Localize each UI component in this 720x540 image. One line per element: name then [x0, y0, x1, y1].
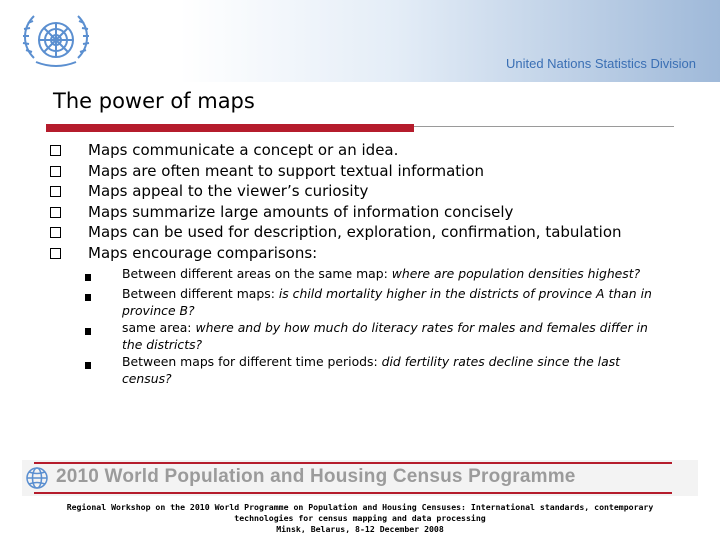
programme-title: 2010 World Population and Housing Census Programme [56, 466, 576, 487]
list-item: Maps encourage comparisons: [50, 244, 690, 265]
checkbox-bullet-icon [50, 244, 88, 265]
sub-list-item: Between maps for different time periods: did fertility rates decline since the last census? [85, 354, 675, 387]
list-item: Maps summarize large amounts of information concisely [50, 203, 690, 224]
footer-bottom-line [34, 492, 672, 494]
sub-list-item: Between different areas on the same map: where are population densities highest? [85, 266, 675, 285]
checkbox-bullet-icon [50, 203, 88, 224]
checkbox-bullet-icon [50, 162, 88, 183]
checkbox-bullet-icon [50, 141, 88, 162]
square-bullet-icon [85, 286, 122, 305]
list-item: Maps appeal to the viewer’s curiosity [50, 182, 690, 203]
list-item: Maps communicate a concept or an idea. [50, 141, 690, 162]
square-bullet-icon [85, 266, 122, 285]
footer-top-line [34, 462, 672, 464]
un-emblem-icon [14, 8, 98, 76]
checkbox-bullet-icon [50, 182, 88, 203]
square-bullet-icon [85, 354, 122, 373]
bullet-list [50, 141, 690, 265]
slide-header [0, 0, 720, 82]
slide-title: The power of maps [53, 89, 255, 113]
list-item: Maps can be used for description, exploration, confirmation, tabulation [50, 223, 690, 244]
list-item: Maps are often meant to support textual information [50, 162, 690, 183]
sub-list-item: same area: where and by how much do literacy rates for males and females differ in the districts? [85, 320, 675, 353]
census-globe-icon [24, 465, 50, 491]
sub-list-item: Between different maps: is child mortality higher in the districts of province A than in province B? [85, 286, 675, 319]
checkbox-bullet-icon [50, 223, 88, 244]
division-name: United Nations Statistics Division [505, 56, 696, 71]
sub-bullet-list [85, 266, 675, 388]
workshop-footnote: Regional Workshop on the 2010 World Programme on Population and Housing Censuses: International standards, contemporary technologies for census mapping and data processing Minsk, Belarus, 8-12 December 2008 [66, 502, 654, 534]
title-accent-bar [46, 124, 414, 132]
square-bullet-icon [85, 320, 122, 339]
